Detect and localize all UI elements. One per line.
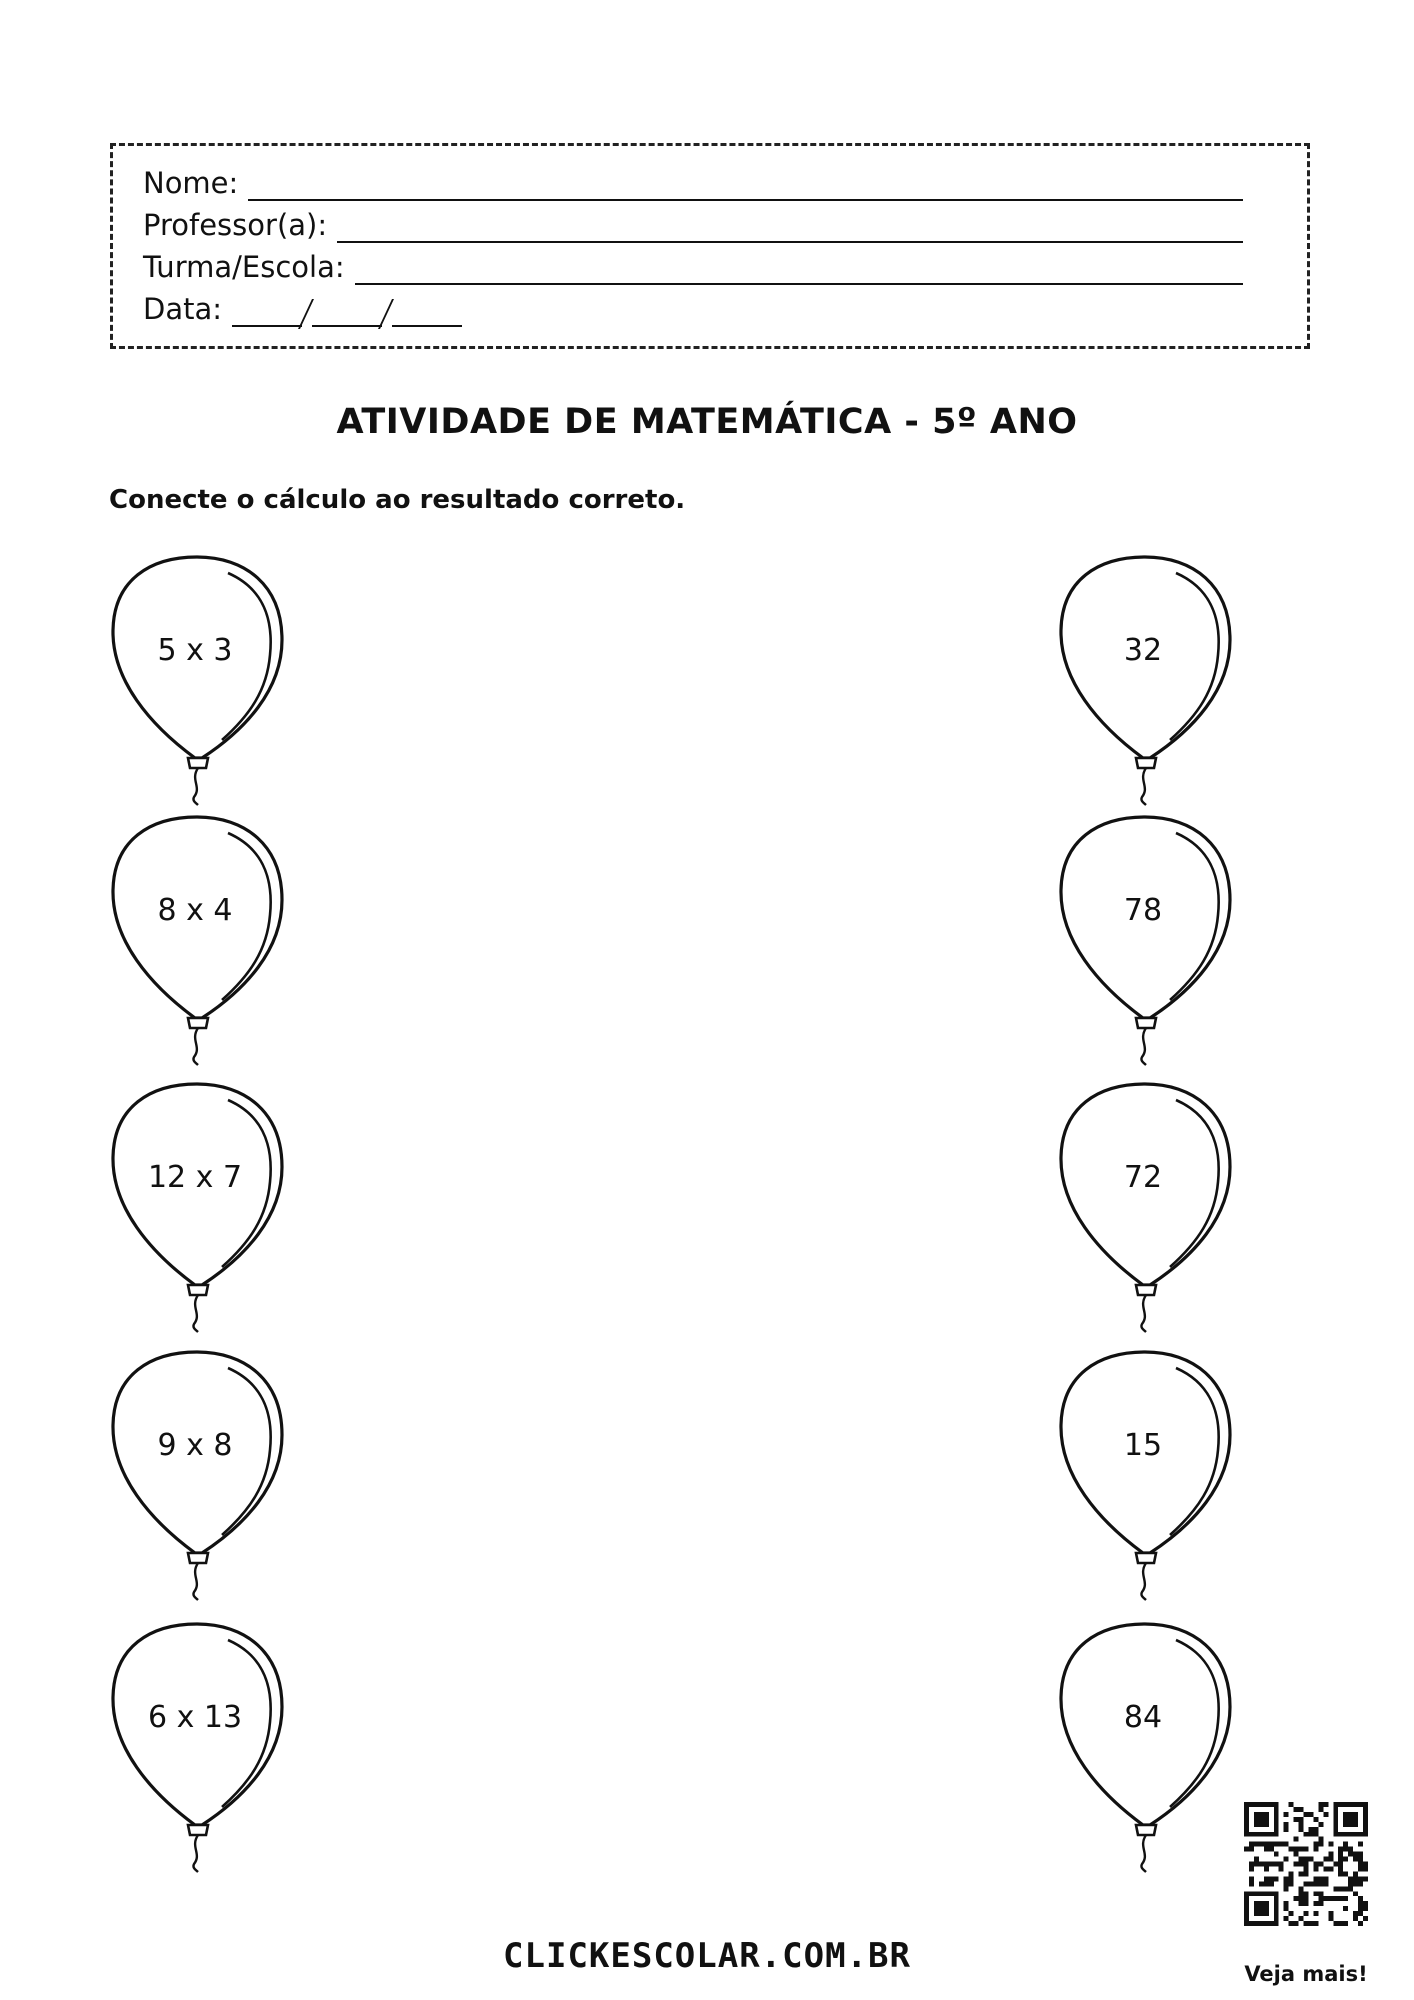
date-field-row [143,287,462,327]
result-balloon[interactable] [1058,815,1238,1065]
instruction-text: Conecte o cálculo ao resultado correto. [109,485,686,515]
balloon-label: 5 x 3 [157,633,233,668]
result-balloon[interactable] [1058,1082,1238,1332]
balloon-label: 9 x 8 [157,1428,233,1463]
student-info-box [110,143,1310,349]
balloon-icon [110,815,290,1065]
school-line[interactable] [355,253,1243,285]
date-label: Data: [143,292,223,326]
date-input[interactable] [232,295,462,327]
date-slash [382,297,392,327]
calculation-balloon[interactable] [110,555,290,805]
balloon-icon [110,1350,290,1600]
site-url: CLICKESCOLAR.COM.BR [503,1936,911,1976]
result-balloon[interactable] [1058,1350,1238,1600]
calculation-balloon[interactable] [110,815,290,1065]
balloon-icon [110,555,290,805]
qr-code-icon[interactable] [1244,1802,1368,1926]
balloon-label: 72 [1123,1160,1163,1195]
calculation-balloon[interactable] [110,1350,290,1600]
balloon-icon [1058,555,1238,805]
date-year-line[interactable] [392,295,462,327]
name-label: Nome: [143,166,239,200]
date-month-line[interactable] [312,295,382,327]
professor-line[interactable] [337,211,1243,243]
balloon-label: 15 [1123,1428,1163,1463]
result-balloon[interactable] [1058,555,1238,805]
balloon-label: 8 x 4 [157,893,233,928]
name-line[interactable] [248,169,1243,201]
page-title: ATIVIDADE DE MATEMÁTICA - 5º ANO [336,402,1078,442]
date-day-line[interactable] [232,295,302,327]
balloon-icon [1058,815,1238,1065]
school-field-row [143,245,1243,285]
professor-label: Professor(a): [143,208,328,242]
balloon-label: 84 [1123,1700,1163,1735]
professor-field-row [143,203,1243,243]
balloon-label: 32 [1123,633,1163,668]
school-label: Turma/Escola: [143,250,345,284]
balloon-icon [1058,1622,1238,1872]
result-balloon[interactable] [1058,1622,1238,1872]
qr-caption: Veja mais! [1244,1962,1368,1986]
name-field-row [143,161,1243,201]
balloon-icon [110,1082,290,1332]
calculation-balloon[interactable] [110,1082,290,1332]
balloon-label: 6 x 13 [147,1700,243,1735]
calculation-balloon[interactable] [110,1622,290,1872]
balloon-icon [1058,1082,1238,1332]
balloon-icon [110,1622,290,1872]
balloon-label: 12 x 7 [147,1160,243,1195]
date-slash [302,297,312,327]
balloon-icon [1058,1350,1238,1600]
balloon-label: 78 [1123,893,1163,928]
